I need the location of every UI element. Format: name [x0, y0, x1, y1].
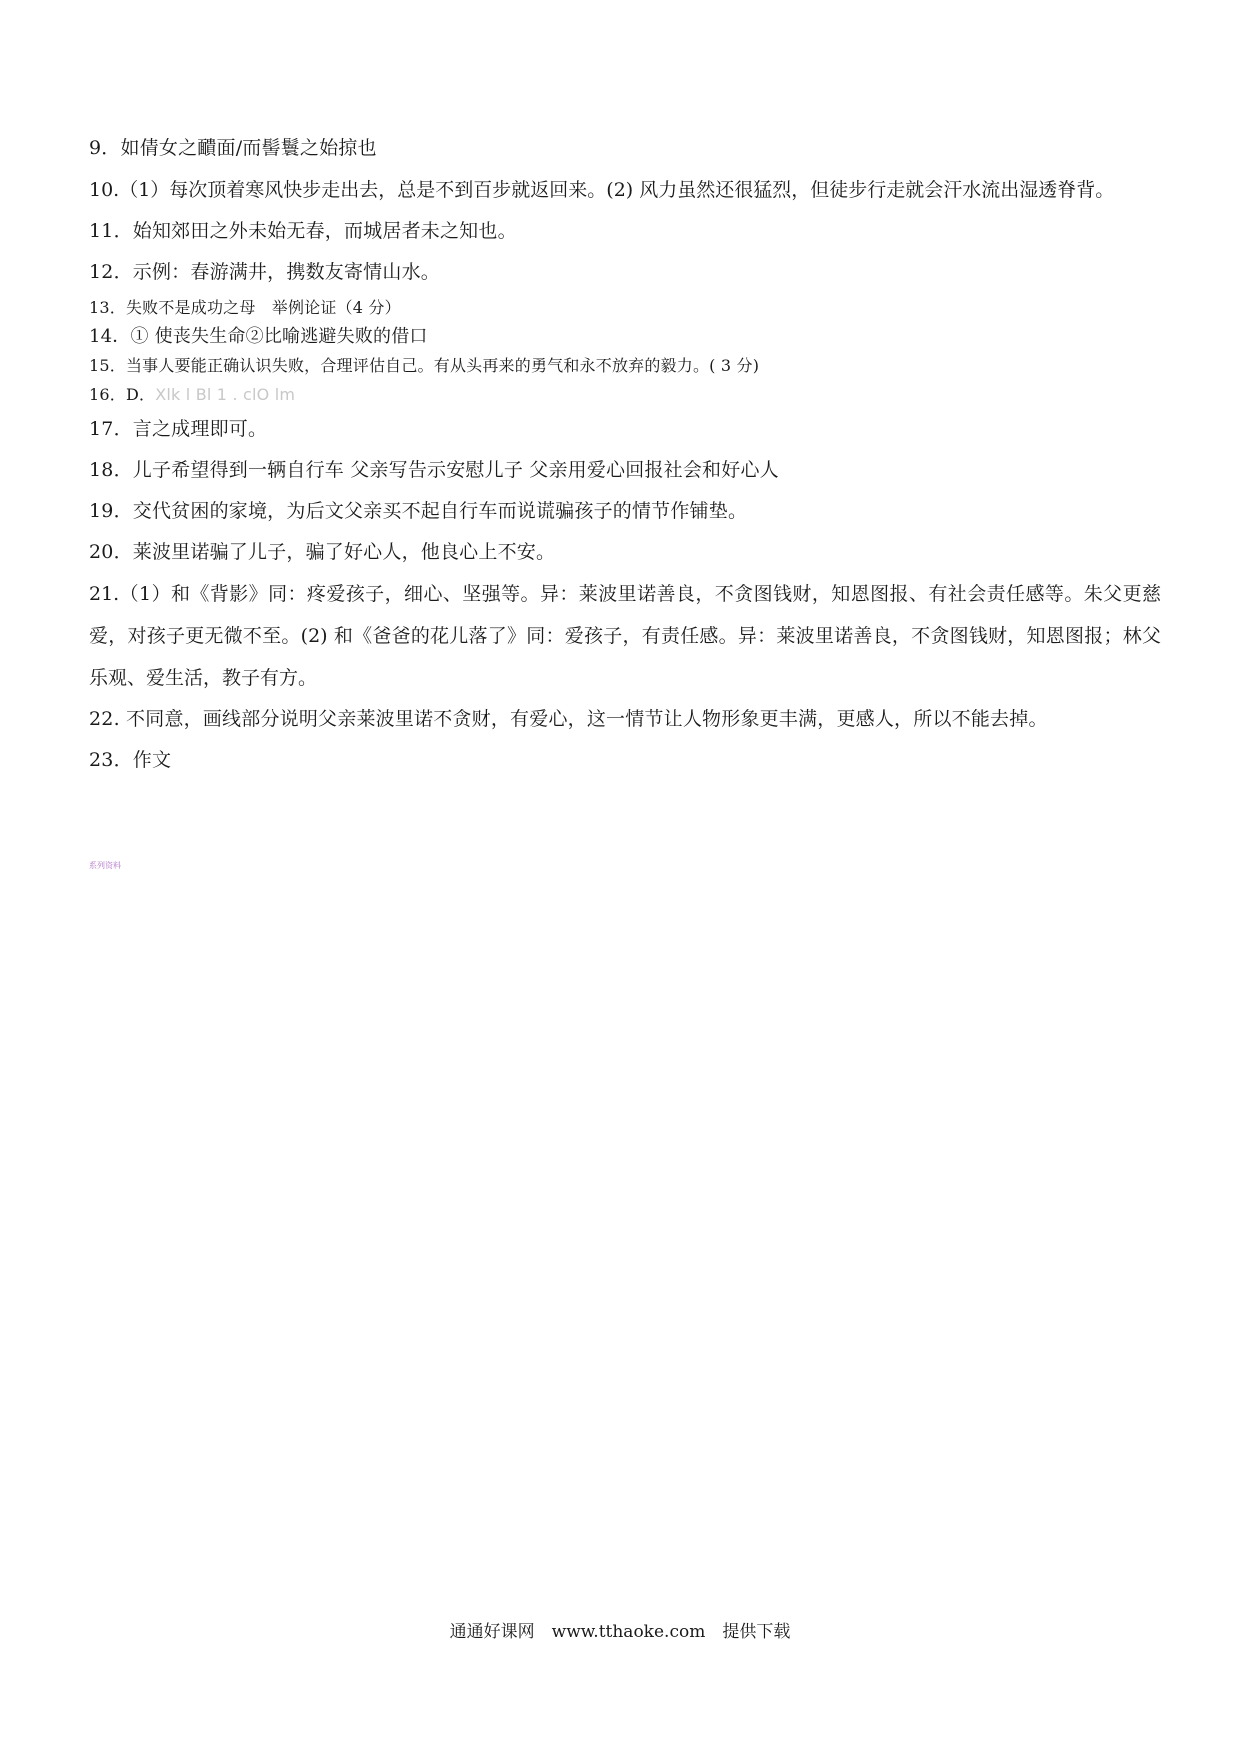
answer-17: 17．言之成理即可。	[89, 418, 268, 440]
answer-22: 22. 不同意，画线部分说明父亲莱波里诺不贪财，有爱心，这一情节让人物形象更丰满，更感人，所以不能去掉。	[89, 708, 1048, 730]
answer-20: 20．莱波里诺骗了儿子，骗了好心人，他良心上不安。	[89, 541, 556, 563]
answer-19: 19．交代贫困的家境，为后文父亲买不起自行车而说谎骗孩子的情节作铺垫。	[89, 500, 748, 522]
answer-12: 12．示例：春游满井，携数友寄情山水。	[89, 261, 440, 283]
answer-list	[89, 128, 1161, 781]
answer-21: 21.（1）和《背影》同：疼爱孩子，细心、坚强等。异：莱波里诺善良，不贪图钱财，知恩图报、有社会责任感等。朱父更慈爱，对孩子更无微不至。(2) 和《爸爸的花儿落了》同：爱孩子，有责任感。异：莱波里诺善良，不贪图钱财，知恩图报；林父乐观、爱生活，教子有方。	[89, 583, 1161, 689]
answer-16	[89, 380, 1161, 409]
watermark-text: Xlk l Bl 1 . clO lm	[155, 385, 296, 404]
answer-11: 11．始知郊田之外未始无春，而城居者未之知也。	[89, 220, 517, 242]
answer-15: 15．当事人要能正确认识失败，合理评估自己。有从头再来的勇气和永不放弃的毅力。( 3 分)	[89, 356, 760, 375]
answer-13: 13．失败不是成功之母 举例论证（4 分）	[89, 298, 401, 317]
page-footer: 通通好课网 www.tthaoke.com 提供下载	[449, 1622, 791, 1642]
answer-14: 14．① 使丧失生命②比喻逃避失败的借口	[89, 326, 428, 347]
answer-9: 9．如倩女之靧面/而髻鬟之始掠也	[89, 137, 377, 159]
answer-18: 18．儿子希望得到一辆自行车 父亲写告示安慰儿子 父亲用爱心回报社会和好心人	[89, 459, 779, 481]
answer-16-text: 16．D．	[89, 385, 156, 404]
answer-23: 23．作文	[89, 749, 172, 771]
answer-10: 10.（1）每次顶着寒风快步走出去，总是不到百步就返回来。(2) 风力虽然还很猛烈，但徒步行走就会汗水流出湿透脊背。	[89, 179, 1115, 201]
series-note: 系列资料	[89, 861, 121, 870]
